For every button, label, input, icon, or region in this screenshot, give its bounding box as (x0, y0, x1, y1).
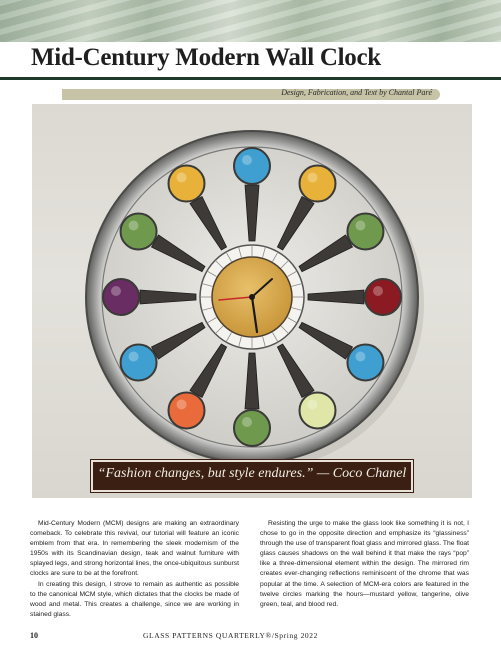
quote-text: “Fashion changes, but style endures.” — Coco Chanel (97, 466, 407, 481)
byline-bar (62, 89, 440, 100)
page-number: 10 (30, 631, 38, 640)
body-paragraph: Mid-Century Modern (MCM) designs are making an extraordinary comeback. To celebrate this revival, our tutorial will feature an iconic emblem from that era. In remembering the sleek modernism of the 1950s with its Scandinavian design, teak and walnut furniture with splayed legs, and strong horizontal lines, the once-ubiquitous sunburst clocks are sure to be at the forefront. (30, 520, 239, 578)
hour-circle-highlight (111, 286, 121, 296)
hour-circle (169, 392, 205, 428)
body-paragraph: In creating this design, I strove to remain as authentic as possible to the canonical MCM style, which dictates that the clocks be made of wood and metal. This creates a challenge, since we are working in stained glass. (30, 580, 239, 618)
header-glass-texture (0, 0, 501, 42)
wall-clock-illustration (32, 104, 472, 498)
hour-circle (234, 410, 270, 446)
hour-circle-highlight (373, 286, 383, 296)
hour-circle-highlight (242, 155, 252, 165)
hour-circle (365, 279, 401, 315)
hour-circle (300, 166, 336, 202)
hour-circle (121, 345, 157, 381)
hour-circle-highlight (177, 399, 187, 409)
quote-box (91, 460, 413, 492)
hands-hub (249, 294, 255, 300)
article-title: Mid-Century Modern Wall Clock (31, 44, 381, 71)
title-rule (0, 77, 501, 80)
hour-circle (347, 345, 383, 381)
body-column-right (260, 519, 469, 610)
body-column-left (30, 519, 239, 620)
hour-circle-highlight (355, 221, 365, 231)
magazine-name: GLASS PATTERNS QUARTERLY®/Spring 2022 (143, 631, 318, 640)
hour-circle-highlight (308, 173, 318, 183)
hour-circle (234, 148, 270, 184)
body-paragraph: Resisting the urge to make the glass look like something it is not, I chose to go in the opposite direction and emphasize its “glassiness” through the use of transparent float glass and mirrored glass. The float glass causes shadows on the wall behind it that make the rays “pop” like a three-dimensional element within the design. The mirrored rim creates ever-changing reflections reminiscent of the chrome that was popular at the time. A selection of MCM-era colors are featured in the twelve circles marking the hours—mustard yellow, tangerine, olive green, teal, and blood red. (260, 520, 469, 608)
hour-circle-highlight (242, 417, 252, 427)
hour-circle (300, 392, 336, 428)
hour-circle-highlight (177, 173, 187, 183)
hour-circle-highlight (129, 352, 139, 362)
hour-circle (103, 279, 139, 315)
hour-circle (121, 214, 157, 250)
clock-photo (32, 104, 472, 498)
byline-text: Design, Fabrication, and Text by Chantal Paré (281, 88, 432, 97)
hour-circle-highlight (308, 399, 318, 409)
hour-circle-highlight (129, 221, 139, 231)
hour-circle (169, 166, 205, 202)
hour-circle-highlight (355, 352, 365, 362)
hour-circle (347, 214, 383, 250)
